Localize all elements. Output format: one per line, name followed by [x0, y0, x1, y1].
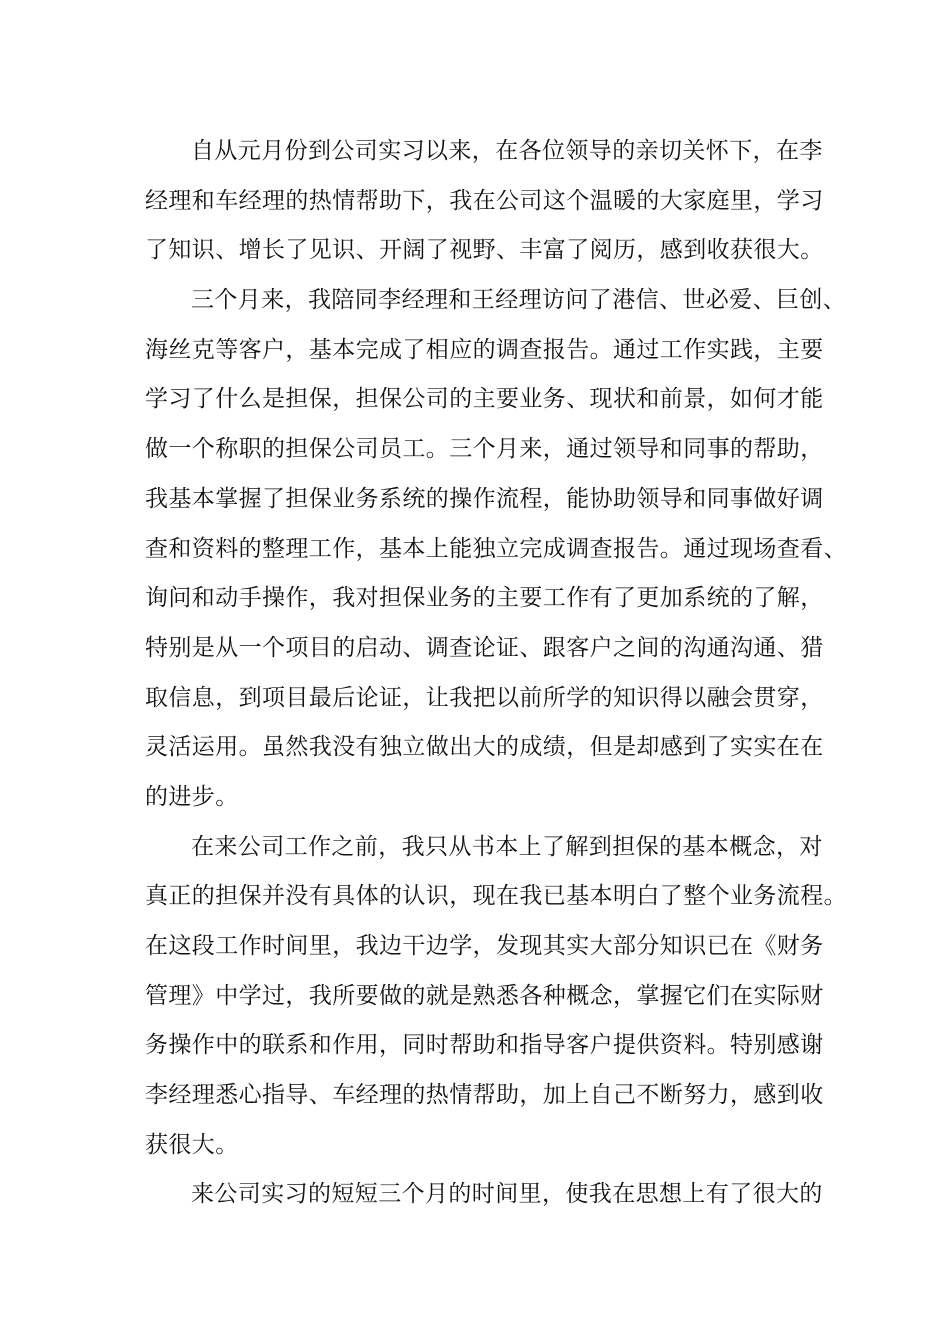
paragraph-4 — [145, 1170, 825, 1220]
text-line: 我基本掌握了担保业务系统的操作流程，能协助领导和同事做好调 — [145, 485, 824, 512]
text-line: 询问和动手操作，我对担保业务的主要工作有了更加系统的了解， — [145, 585, 824, 612]
paragraph-2 — [145, 276, 847, 823]
text-line: 经理和车经理的热情帮助下，我在公司这个温暖的大家庭里，学习 — [145, 187, 824, 214]
text-line: 海丝克等客户，基本完成了相应的调查报告。通过工作实践，主要 — [145, 336, 824, 363]
paragraph-3 — [145, 823, 847, 1171]
text-line: 真正的担保并没有具体的认识，现在我已基本明白了整个业务流程。 — [145, 883, 847, 910]
document-body — [145, 127, 847, 1220]
text-line: 在来公司工作之前，我只从书本上了解到担保的基本概念，对 — [191, 833, 823, 860]
text-line: 学习了什么是担保，担保公司的主要业务、现状和前景，如何才能 — [145, 386, 824, 413]
text-line: 来公司实习的短短三个月的时间里，使我在思想上有了很大的 — [191, 1181, 823, 1208]
text-line: 查和资料的整理工作，基本上能独立完成调查报告。通过现场查看、 — [145, 535, 847, 562]
text-line: 务操作中的联系和作用，同时帮助和指导客户提供资料。特别感谢 — [145, 1032, 824, 1059]
text-line: 管理》中学过，我所要做的就是熟悉各种概念，掌握它们在实际财 — [145, 982, 824, 1009]
text-line: 在这段工作时间里，我边干边学，发现其实大部分知识已在《财务 — [145, 933, 824, 959]
text-line: 做一个称职的担保公司员工。三个月来，通过领导和同事的帮助， — [145, 436, 824, 463]
text-line: 获很大。 — [145, 1131, 239, 1158]
text-line: 灵活运用。虽然我没有独立做出大的成绩，但是却感到了实实在在 — [145, 734, 824, 761]
text-line: 自从元月份到公司实习以来，在各位领导的亲切关怀下，在李 — [191, 138, 823, 164]
text-line: 了知识、增长了见识、开阔了视野、丰富了阅历，感到收获很大。 — [145, 237, 824, 264]
text-line: 取信息，到项目最后论证，让我把以前所学的知识得以融会贯穿， — [145, 684, 824, 711]
text-line: 三个月来，我陪同李经理和王经理访问了港信、世必爱、巨创、 — [191, 287, 847, 314]
paragraph-1 — [145, 127, 825, 276]
text-line: 的进步。 — [145, 783, 239, 810]
text-line: 李经理悉心指导、车经理的热情帮助，加上自己不断努力，感到收 — [145, 1082, 824, 1109]
text-line: 特别是从一个项目的启动、调查论证、跟客户之间的沟通沟通、猎 — [145, 634, 824, 661]
